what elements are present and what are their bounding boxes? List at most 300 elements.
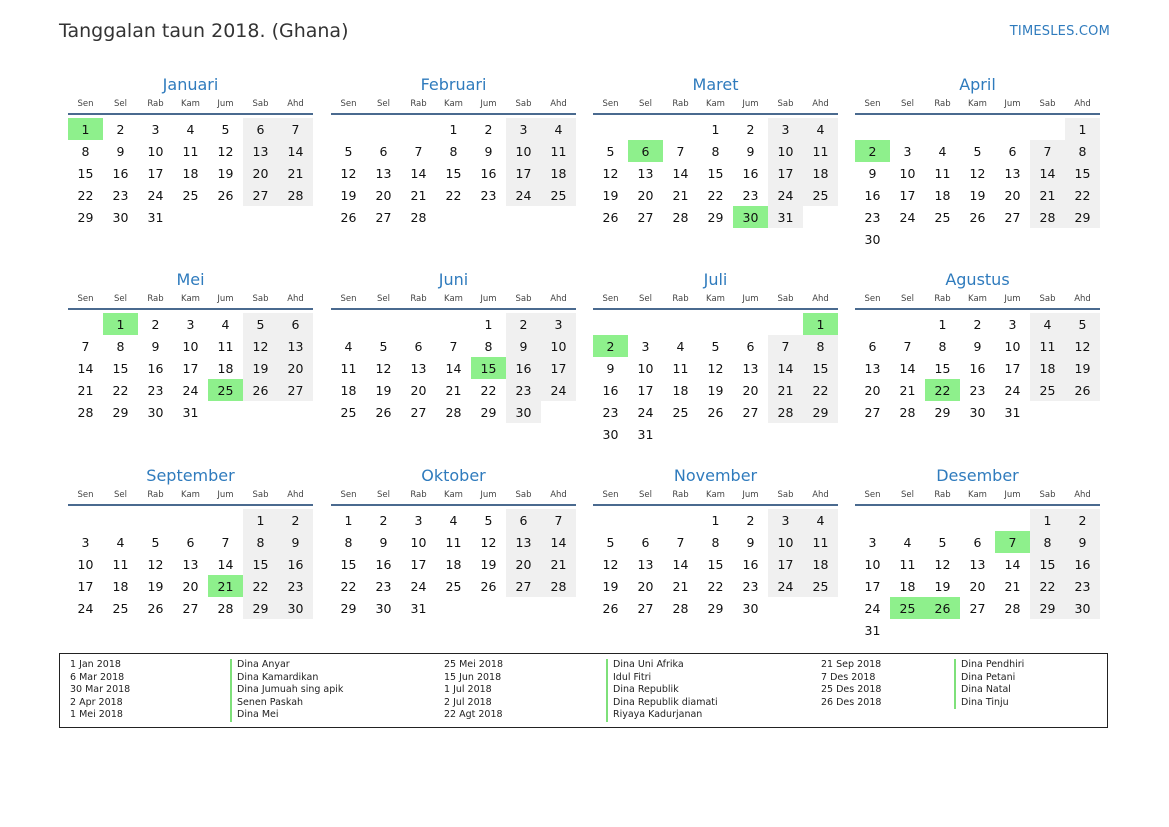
day-cell: 10: [1004, 338, 1021, 354]
holiday-day-cell: 15: [471, 357, 506, 379]
day-cell: 31: [1004, 404, 1021, 420]
day-cell: 17: [506, 162, 541, 184]
day-cell: 15: [243, 553, 278, 575]
day-cell: 19: [934, 578, 951, 594]
holiday-day-cell: 25: [208, 379, 243, 401]
day-cell: 23: [112, 187, 129, 203]
empty-cell: [593, 509, 628, 531]
empty-cell: [890, 313, 925, 335]
day-cell: 14: [445, 360, 462, 376]
day-cell: 20: [182, 578, 199, 594]
day-cell: 21: [410, 187, 427, 203]
day-cell: 21: [541, 553, 576, 575]
day-cell: 19: [243, 357, 278, 379]
weekday-label: Ahd: [812, 99, 829, 109]
day-cell: 8: [1030, 531, 1065, 553]
day-cell: 5: [938, 534, 947, 550]
month-name: September: [146, 466, 235, 485]
day-cell: 16: [969, 360, 986, 376]
day-cell: 22: [480, 382, 497, 398]
day-cell: 10: [541, 335, 576, 357]
day-cell: 25: [340, 404, 357, 420]
day-cell: 7: [278, 118, 313, 140]
weekday-label: Sel: [901, 490, 914, 500]
weekday-label: Sen: [77, 99, 94, 109]
day-cell: 27: [637, 600, 654, 616]
weekday-label: Jum: [480, 294, 497, 304]
weekday-label: Kam: [968, 490, 987, 500]
day-cell: 28: [672, 600, 689, 616]
empty-cell: [68, 313, 103, 335]
weekday-label: Sel: [377, 490, 390, 500]
weekday-label: Sen: [602, 294, 619, 304]
day-cell: 23: [506, 379, 541, 401]
holiday-name: Dina Republik diamati: [606, 697, 718, 710]
day-cell: 15: [77, 165, 94, 181]
day-cell: 19: [217, 165, 234, 181]
month-name: November: [673, 466, 758, 485]
day-cell: 3: [506, 118, 541, 140]
weekday-label: Kam: [444, 294, 463, 304]
holiday-day-cell: 2: [593, 335, 628, 357]
day-cell: 4: [186, 121, 195, 137]
day-cell: 21: [672, 578, 689, 594]
header-rule: [593, 113, 838, 115]
weekday-label: Jum: [217, 99, 234, 109]
day-cell: 26: [340, 209, 357, 225]
weekday-label: Kam: [968, 294, 987, 304]
day-cell: 12: [340, 165, 357, 181]
month-name: Januari: [162, 75, 219, 94]
day-cell: 28: [1004, 600, 1021, 616]
day-cell: 31: [768, 206, 803, 228]
day-cell: 13: [637, 556, 654, 572]
day-cell: 30: [1065, 597, 1100, 619]
day-grid: [855, 118, 1100, 250]
day-cell: 26: [602, 600, 619, 616]
day-cell: 12: [602, 165, 619, 181]
day-cell: 29: [1065, 206, 1100, 228]
day-cell: 14: [541, 531, 576, 553]
day-cell: 17: [864, 578, 881, 594]
day-cell: 29: [707, 209, 724, 225]
day-cell: 23: [1065, 575, 1100, 597]
day-cell: 23: [147, 382, 164, 398]
day-cell: 10: [147, 143, 164, 159]
day-cell: 26: [147, 600, 164, 616]
day-cell: 15: [445, 165, 462, 181]
day-cell: 6: [243, 118, 278, 140]
empty-cell: [401, 313, 436, 335]
day-cell: 1: [711, 121, 720, 137]
day-cell: 26: [1065, 379, 1100, 401]
holiday-name: Dina Kamardikan: [230, 672, 343, 685]
day-cell: 5: [243, 313, 278, 335]
day-cell: 16: [742, 556, 759, 572]
holiday-date: 1 Jan 2018: [70, 659, 121, 670]
weekday-label: Sen: [77, 294, 94, 304]
day-cell: 21: [77, 382, 94, 398]
day-grid: [68, 313, 313, 423]
day-cell: 22: [1065, 184, 1100, 206]
holiday-name: Dina Natal: [954, 684, 1024, 697]
day-cell: 29: [243, 597, 278, 619]
day-cell: 9: [606, 360, 615, 376]
day-cell: 28: [768, 401, 803, 423]
day-cell: 12: [375, 360, 392, 376]
weekday-label: Kam: [706, 99, 725, 109]
weekday-header: [593, 97, 838, 111]
weekday-header: [855, 488, 1100, 502]
weekday-label: Sen: [340, 294, 357, 304]
empty-cell: [890, 118, 925, 140]
day-cell: 26: [217, 187, 234, 203]
day-cell: 17: [768, 553, 803, 575]
day-cell: 13: [1004, 165, 1021, 181]
day-cell: 31: [147, 209, 164, 225]
day-cell: 17: [182, 360, 199, 376]
day-cell: 7: [676, 534, 685, 550]
holiday-dates-col-1: [70, 659, 130, 722]
day-cell: 15: [707, 556, 724, 572]
day-cell: 13: [410, 360, 427, 376]
weekday-label: Sel: [901, 294, 914, 304]
day-cell: 1: [938, 316, 947, 332]
day-cell: 24: [1004, 382, 1021, 398]
holiday-date: 6 Mar 2018: [70, 671, 125, 683]
day-cell: 17: [77, 578, 94, 594]
month-oktober: [331, 465, 576, 619]
day-cell: 12: [480, 534, 497, 550]
day-cell: 4: [938, 143, 947, 159]
day-cell: 4: [116, 534, 125, 550]
day-cell: 25: [672, 404, 689, 420]
day-cell: 18: [934, 187, 951, 203]
weekday-header: [68, 97, 313, 111]
holiday-name: Dina Anyar: [230, 659, 343, 672]
weekday-label: Jum: [480, 99, 497, 109]
weekday-header: [593, 488, 838, 502]
day-cell: 18: [672, 382, 689, 398]
day-cell: 27: [742, 404, 759, 420]
brand-link[interactable]: TIMESLES.COM: [1009, 24, 1110, 39]
day-cell: 14: [410, 165, 427, 181]
holiday-date: 15 Jun 2018: [444, 671, 502, 683]
day-grid: [855, 313, 1100, 423]
day-cell: 9: [1065, 531, 1100, 553]
day-cell: 28: [541, 575, 576, 597]
day-cell: 4: [803, 509, 838, 531]
day-cell: 9: [379, 534, 388, 550]
day-cell: 8: [711, 143, 720, 159]
holiday-names-col-1: [230, 659, 343, 722]
month-name: April: [959, 75, 996, 94]
day-cell: 21: [672, 187, 689, 203]
day-cell: 18: [803, 553, 838, 575]
day-cell: 24: [77, 600, 94, 616]
day-grid: [593, 118, 838, 228]
weekday-label: Jum: [742, 490, 759, 500]
holiday-name: Idul Fitri: [606, 672, 718, 685]
day-cell: 16: [480, 165, 497, 181]
day-cell: 6: [973, 534, 982, 550]
month-name: Agustus: [945, 270, 1010, 289]
month-name: Juli: [703, 270, 728, 289]
day-cell: 30: [602, 426, 619, 442]
day-cell: 29: [934, 404, 951, 420]
holiday-name: Dina Tinju: [954, 697, 1024, 710]
weekday-label: Kam: [706, 294, 725, 304]
empty-cell: [593, 313, 628, 335]
holiday-date: 21 Sep 2018: [821, 659, 882, 670]
day-cell: 20: [637, 578, 654, 594]
day-cell: 11: [899, 556, 916, 572]
month-juli: [593, 269, 838, 445]
day-cell: 21: [899, 382, 916, 398]
day-cell: 26: [480, 578, 497, 594]
header-rule: [855, 308, 1100, 310]
day-cell: 9: [151, 338, 160, 354]
holiday-date: 1 Jul 2018: [444, 684, 492, 696]
day-cell: 24: [410, 578, 427, 594]
holiday-day-cell: 22: [925, 379, 960, 401]
page-title: Tanggalan taun 2018. (Ghana): [59, 20, 349, 42]
header-rule: [68, 308, 313, 310]
day-cell: 24: [899, 209, 916, 225]
day-cell: 15: [803, 357, 838, 379]
day-cell: 11: [340, 360, 357, 376]
day-cell: 8: [803, 335, 838, 357]
day-cell: 11: [112, 556, 129, 572]
day-cell: 12: [934, 556, 951, 572]
day-cell: 2: [379, 512, 388, 528]
holiday-name: Riyaya Kadurjanan: [606, 709, 718, 722]
day-cell: 25: [803, 575, 838, 597]
weekday-label: Sel: [639, 99, 652, 109]
empty-cell: [733, 313, 768, 335]
weekday-label: Sab: [1039, 490, 1056, 500]
day-cell: 27: [637, 209, 654, 225]
day-cell: 7: [541, 509, 576, 531]
day-cell: 13: [375, 165, 392, 181]
day-cell: 28: [899, 404, 916, 420]
holiday-name: Senen Paskah: [230, 697, 343, 710]
weekday-label: Rab: [147, 490, 164, 500]
day-cell: 5: [711, 338, 720, 354]
holiday-names-col-3: [954, 659, 1024, 709]
empty-cell: [331, 313, 366, 335]
weekday-label: Sel: [114, 490, 127, 500]
day-cell: 7: [676, 143, 685, 159]
day-cell: 8: [116, 338, 125, 354]
weekday-label: Kam: [968, 99, 987, 109]
day-cell: 17: [768, 162, 803, 184]
weekday-header: [855, 97, 1100, 111]
day-cell: 12: [217, 143, 234, 159]
weekday-label: Ahd: [550, 294, 567, 304]
day-cell: 28: [278, 184, 313, 206]
day-cell: 10: [506, 140, 541, 162]
day-cell: 2: [746, 121, 755, 137]
day-grid: [593, 509, 838, 619]
day-cell: 31: [182, 404, 199, 420]
empty-cell: [628, 509, 663, 531]
empty-cell: [331, 118, 366, 140]
empty-cell: [995, 118, 1030, 140]
day-cell: 5: [379, 338, 388, 354]
header-rule: [855, 504, 1100, 506]
weekday-label: Sab: [515, 99, 532, 109]
day-cell: 3: [151, 121, 160, 137]
weekday-label: Sen: [602, 490, 619, 500]
day-cell: 13: [278, 335, 313, 357]
holiday-day-cell: 6: [628, 140, 663, 162]
day-cell: 27: [182, 600, 199, 616]
day-cell: 4: [344, 338, 353, 354]
day-cell: 15: [1030, 553, 1065, 575]
day-cell: 7: [1030, 140, 1065, 162]
holiday-name: Dina Uni Afrika: [606, 659, 718, 672]
day-cell: 10: [899, 165, 916, 181]
day-cell: 12: [1065, 335, 1100, 357]
day-cell: 18: [445, 556, 462, 572]
day-cell: 6: [186, 534, 195, 550]
weekday-label: Sen: [340, 490, 357, 500]
holiday-date: 22 Agt 2018: [444, 709, 503, 721]
day-cell: 14: [217, 556, 234, 572]
day-cell: 14: [77, 360, 94, 376]
day-cell: 27: [506, 575, 541, 597]
day-cell: 20: [278, 357, 313, 379]
day-cell: 6: [379, 143, 388, 159]
header-rule: [331, 113, 576, 115]
day-cell: 24: [768, 575, 803, 597]
day-cell: 23: [278, 575, 313, 597]
empty-cell: [1030, 118, 1065, 140]
month-november: [593, 465, 838, 619]
day-cell: 21: [1004, 578, 1021, 594]
day-cell: 13: [182, 556, 199, 572]
day-cell: 9: [973, 338, 982, 354]
weekday-label: Ahd: [1074, 99, 1091, 109]
day-cell: 6: [506, 509, 541, 531]
day-cell: 25: [803, 184, 838, 206]
day-cell: 12: [969, 165, 986, 181]
day-cell: 22: [1030, 575, 1065, 597]
day-cell: 3: [541, 313, 576, 335]
weekday-label: Sel: [377, 294, 390, 304]
weekday-label: Kam: [444, 99, 463, 109]
weekday-label: Sen: [864, 294, 881, 304]
weekday-label: Sel: [114, 294, 127, 304]
day-cell: 4: [221, 316, 230, 332]
empty-cell: [960, 118, 995, 140]
day-cell: 14: [672, 165, 689, 181]
day-cell: 29: [707, 600, 724, 616]
weekday-label: Ahd: [287, 490, 304, 500]
month-januari: [68, 74, 313, 228]
weekday-label: Jum: [1004, 294, 1021, 304]
day-cell: 23: [480, 187, 497, 203]
day-cell: 5: [344, 143, 353, 159]
day-cell: 5: [973, 143, 982, 159]
holiday-date: 25 Mei 2018: [444, 659, 503, 670]
day-cell: 22: [77, 187, 94, 203]
day-cell: 6: [641, 534, 650, 550]
day-cell: 20: [243, 162, 278, 184]
header-rule: [68, 113, 313, 115]
day-cell: 23: [742, 187, 759, 203]
weekday-label: Jum: [480, 490, 497, 500]
day-cell: 18: [182, 165, 199, 181]
day-cell: 7: [903, 338, 912, 354]
day-cell: 3: [768, 118, 803, 140]
empty-cell: [593, 118, 628, 140]
weekday-header: [593, 292, 838, 306]
day-cell: 17: [1004, 360, 1021, 376]
holiday-date: 26 Des 2018: [821, 696, 882, 708]
day-cell: 10: [637, 360, 654, 376]
day-cell: 19: [340, 187, 357, 203]
day-cell: 13: [637, 165, 654, 181]
day-cell: 19: [602, 187, 619, 203]
empty-cell: [925, 509, 960, 531]
day-cell: 9: [746, 534, 755, 550]
weekday-label: Jum: [217, 294, 234, 304]
day-cell: 22: [112, 382, 129, 398]
day-cell: 27: [864, 404, 881, 420]
day-cell: 5: [606, 534, 615, 550]
day-cell: 12: [243, 335, 278, 357]
empty-cell: [663, 118, 698, 140]
month-name: Oktober: [421, 466, 486, 485]
weekday-header: [331, 292, 576, 306]
day-cell: 4: [676, 338, 685, 354]
day-cell: 27: [278, 379, 313, 401]
day-cell: 8: [711, 534, 720, 550]
day-cell: 31: [410, 600, 427, 616]
day-cell: 8: [938, 338, 947, 354]
empty-cell: [436, 313, 471, 335]
holiday-date: 7 Des 2018: [821, 671, 876, 683]
day-cell: 23: [969, 382, 986, 398]
day-cell: 6: [746, 338, 755, 354]
day-cell: 1: [484, 316, 493, 332]
header-rule: [855, 113, 1100, 115]
day-cell: 4: [541, 118, 576, 140]
day-cell: 10: [182, 338, 199, 354]
day-cell: 3: [768, 509, 803, 531]
day-cell: 18: [541, 162, 576, 184]
day-cell: 7: [449, 338, 458, 354]
day-cell: 8: [449, 143, 458, 159]
day-cell: 19: [969, 187, 986, 203]
day-grid: [331, 313, 576, 423]
day-cell: 30: [375, 600, 392, 616]
holiday-day-cell: 21: [208, 575, 243, 597]
weekday-header: [855, 292, 1100, 306]
empty-cell: [366, 313, 401, 335]
day-cell: 31: [864, 622, 881, 638]
empty-cell: [208, 509, 243, 531]
holiday-name: Dina Petani: [954, 672, 1024, 685]
day-cell: 17: [147, 165, 164, 181]
day-cell: 19: [707, 382, 724, 398]
month-april: [855, 74, 1100, 250]
day-cell: 14: [278, 140, 313, 162]
day-cell: 22: [340, 578, 357, 594]
day-cell: 7: [414, 143, 423, 159]
